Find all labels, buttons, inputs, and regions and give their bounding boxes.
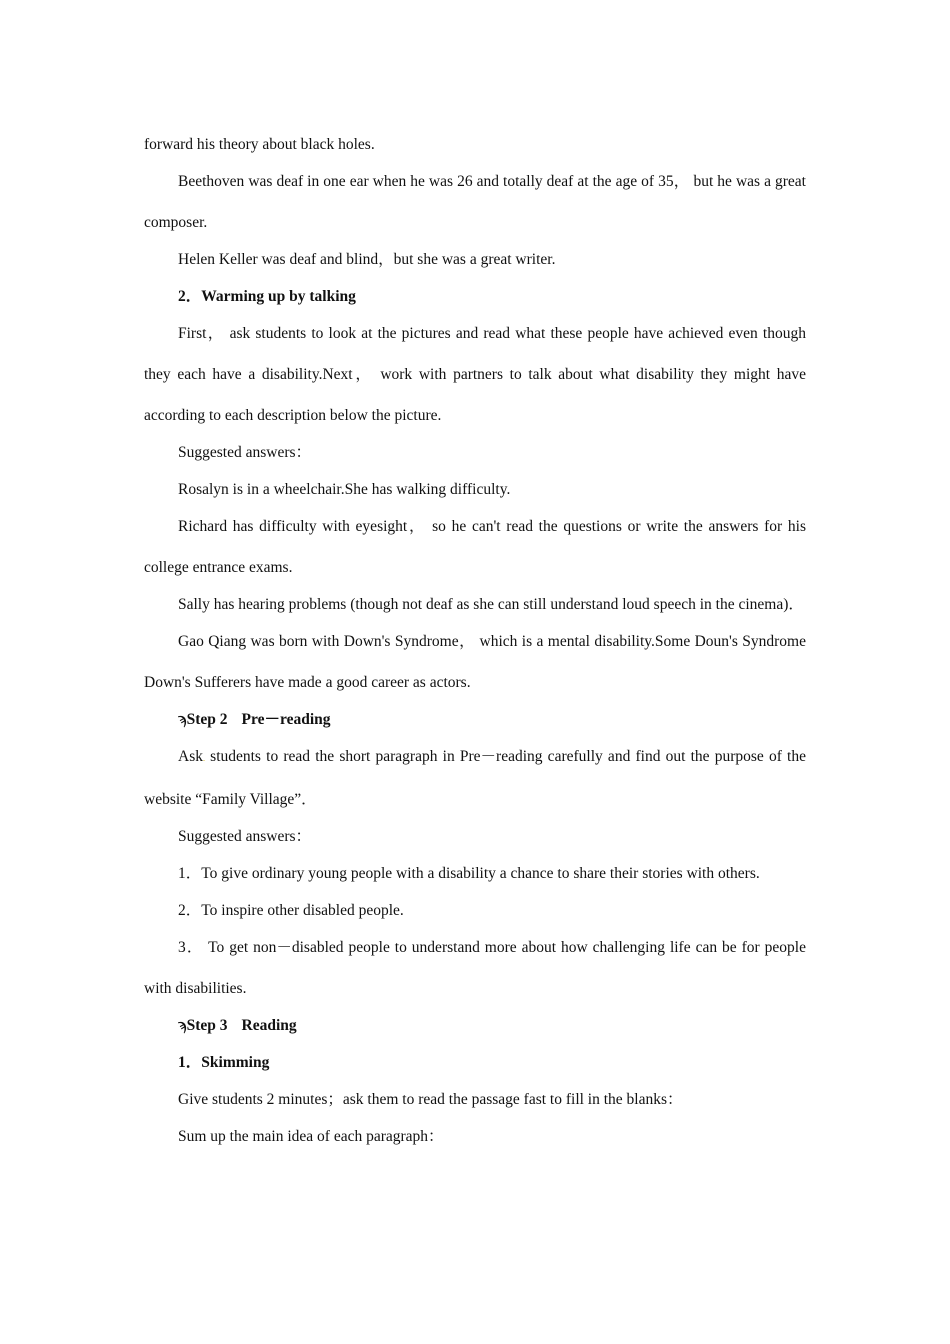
- paragraph-ask-word: Ask: [178, 748, 203, 765]
- paragraph-first-ask: First， ask students to look at the pictures and read what these people have achieved even though they each have a disability.Next， work with partners to talk about what disability they might have according to each description below the picture.: [144, 325, 806, 424]
- paragraph-sum-up: Sum up the main idea of each paragraph：: [178, 1128, 444, 1145]
- heading-warming-up: [144, 276, 806, 317]
- paragraph-ask-students: [144, 736, 806, 820]
- paragraph-gao-qiang: Gao Qiang was born with Down's Syndrome， which is a mental disability.Some Doun's Syndrome Down's Sufferers have made a good career as actors.: [144, 633, 806, 691]
- paragraph-sally: Sally has hearing problems (though not deaf as she can still understand loud speech in the cinema)．: [178, 596, 804, 613]
- list-item-2: 2．To inspire other disabled people.: [178, 902, 404, 919]
- heading-step-2: [144, 699, 806, 740]
- paragraph-richard: Richard has difficulty with eyesight， so he can't read the questions or write the answers for his college entrance exams.: [144, 518, 806, 576]
- document-page: [144, 124, 806, 1153]
- paragraph-beethoven: Beethoven was deaf in one ear when he was 26 and totally deaf at the age of 35， but he was a great composer.: [144, 173, 806, 231]
- step-mark-icon: ϡ: [178, 1017, 187, 1034]
- heading-step-3: [144, 1005, 806, 1046]
- list-item-1: 1．To give ordinary young people with a disability a chance to share their stories with others.: [178, 865, 760, 882]
- step-title: Reading: [241, 1017, 297, 1034]
- list-item-3: 3． To get non－disabled people to understand more about how challenging life can be for people with disabilities.: [144, 939, 806, 997]
- step-label: Step 2: [186, 711, 228, 728]
- heading-text: Warming up by talking: [201, 288, 356, 305]
- paragraph-helen-keller: Helen Keller was deaf and blind，but she was a great writer.: [178, 251, 556, 268]
- paragraph-suggested-answers-2: Suggested answers：: [178, 828, 312, 845]
- paragraph-rosalyn: Rosalyn is in a wheelchair.She has walking difficulty.: [178, 481, 511, 498]
- paragraph-ask-rest: students to read the short paragraph in Pre－reading carefully and find out the purpose of the website “Family Village”．: [144, 748, 806, 808]
- step-mark-icon: ϡ: [178, 711, 187, 728]
- paragraph-give-students: Give students 2 minutes；ask them to read the passage fast to fill in the blanks：: [178, 1091, 683, 1108]
- step-label: Step 3: [186, 1017, 228, 1034]
- heading-skimming: [144, 1042, 806, 1083]
- paragraph-black-holes: forward his theory about black holes.: [144, 136, 375, 153]
- stray-dot-icon: .: [202, 754, 205, 763]
- heading-text: Skimming: [201, 1054, 270, 1071]
- heading-number: 2．: [178, 288, 202, 305]
- step-title: Pre－reading: [241, 711, 331, 728]
- paragraph-suggested-answers: Suggested answers：: [178, 444, 312, 461]
- heading-number: 1．: [178, 1054, 202, 1071]
